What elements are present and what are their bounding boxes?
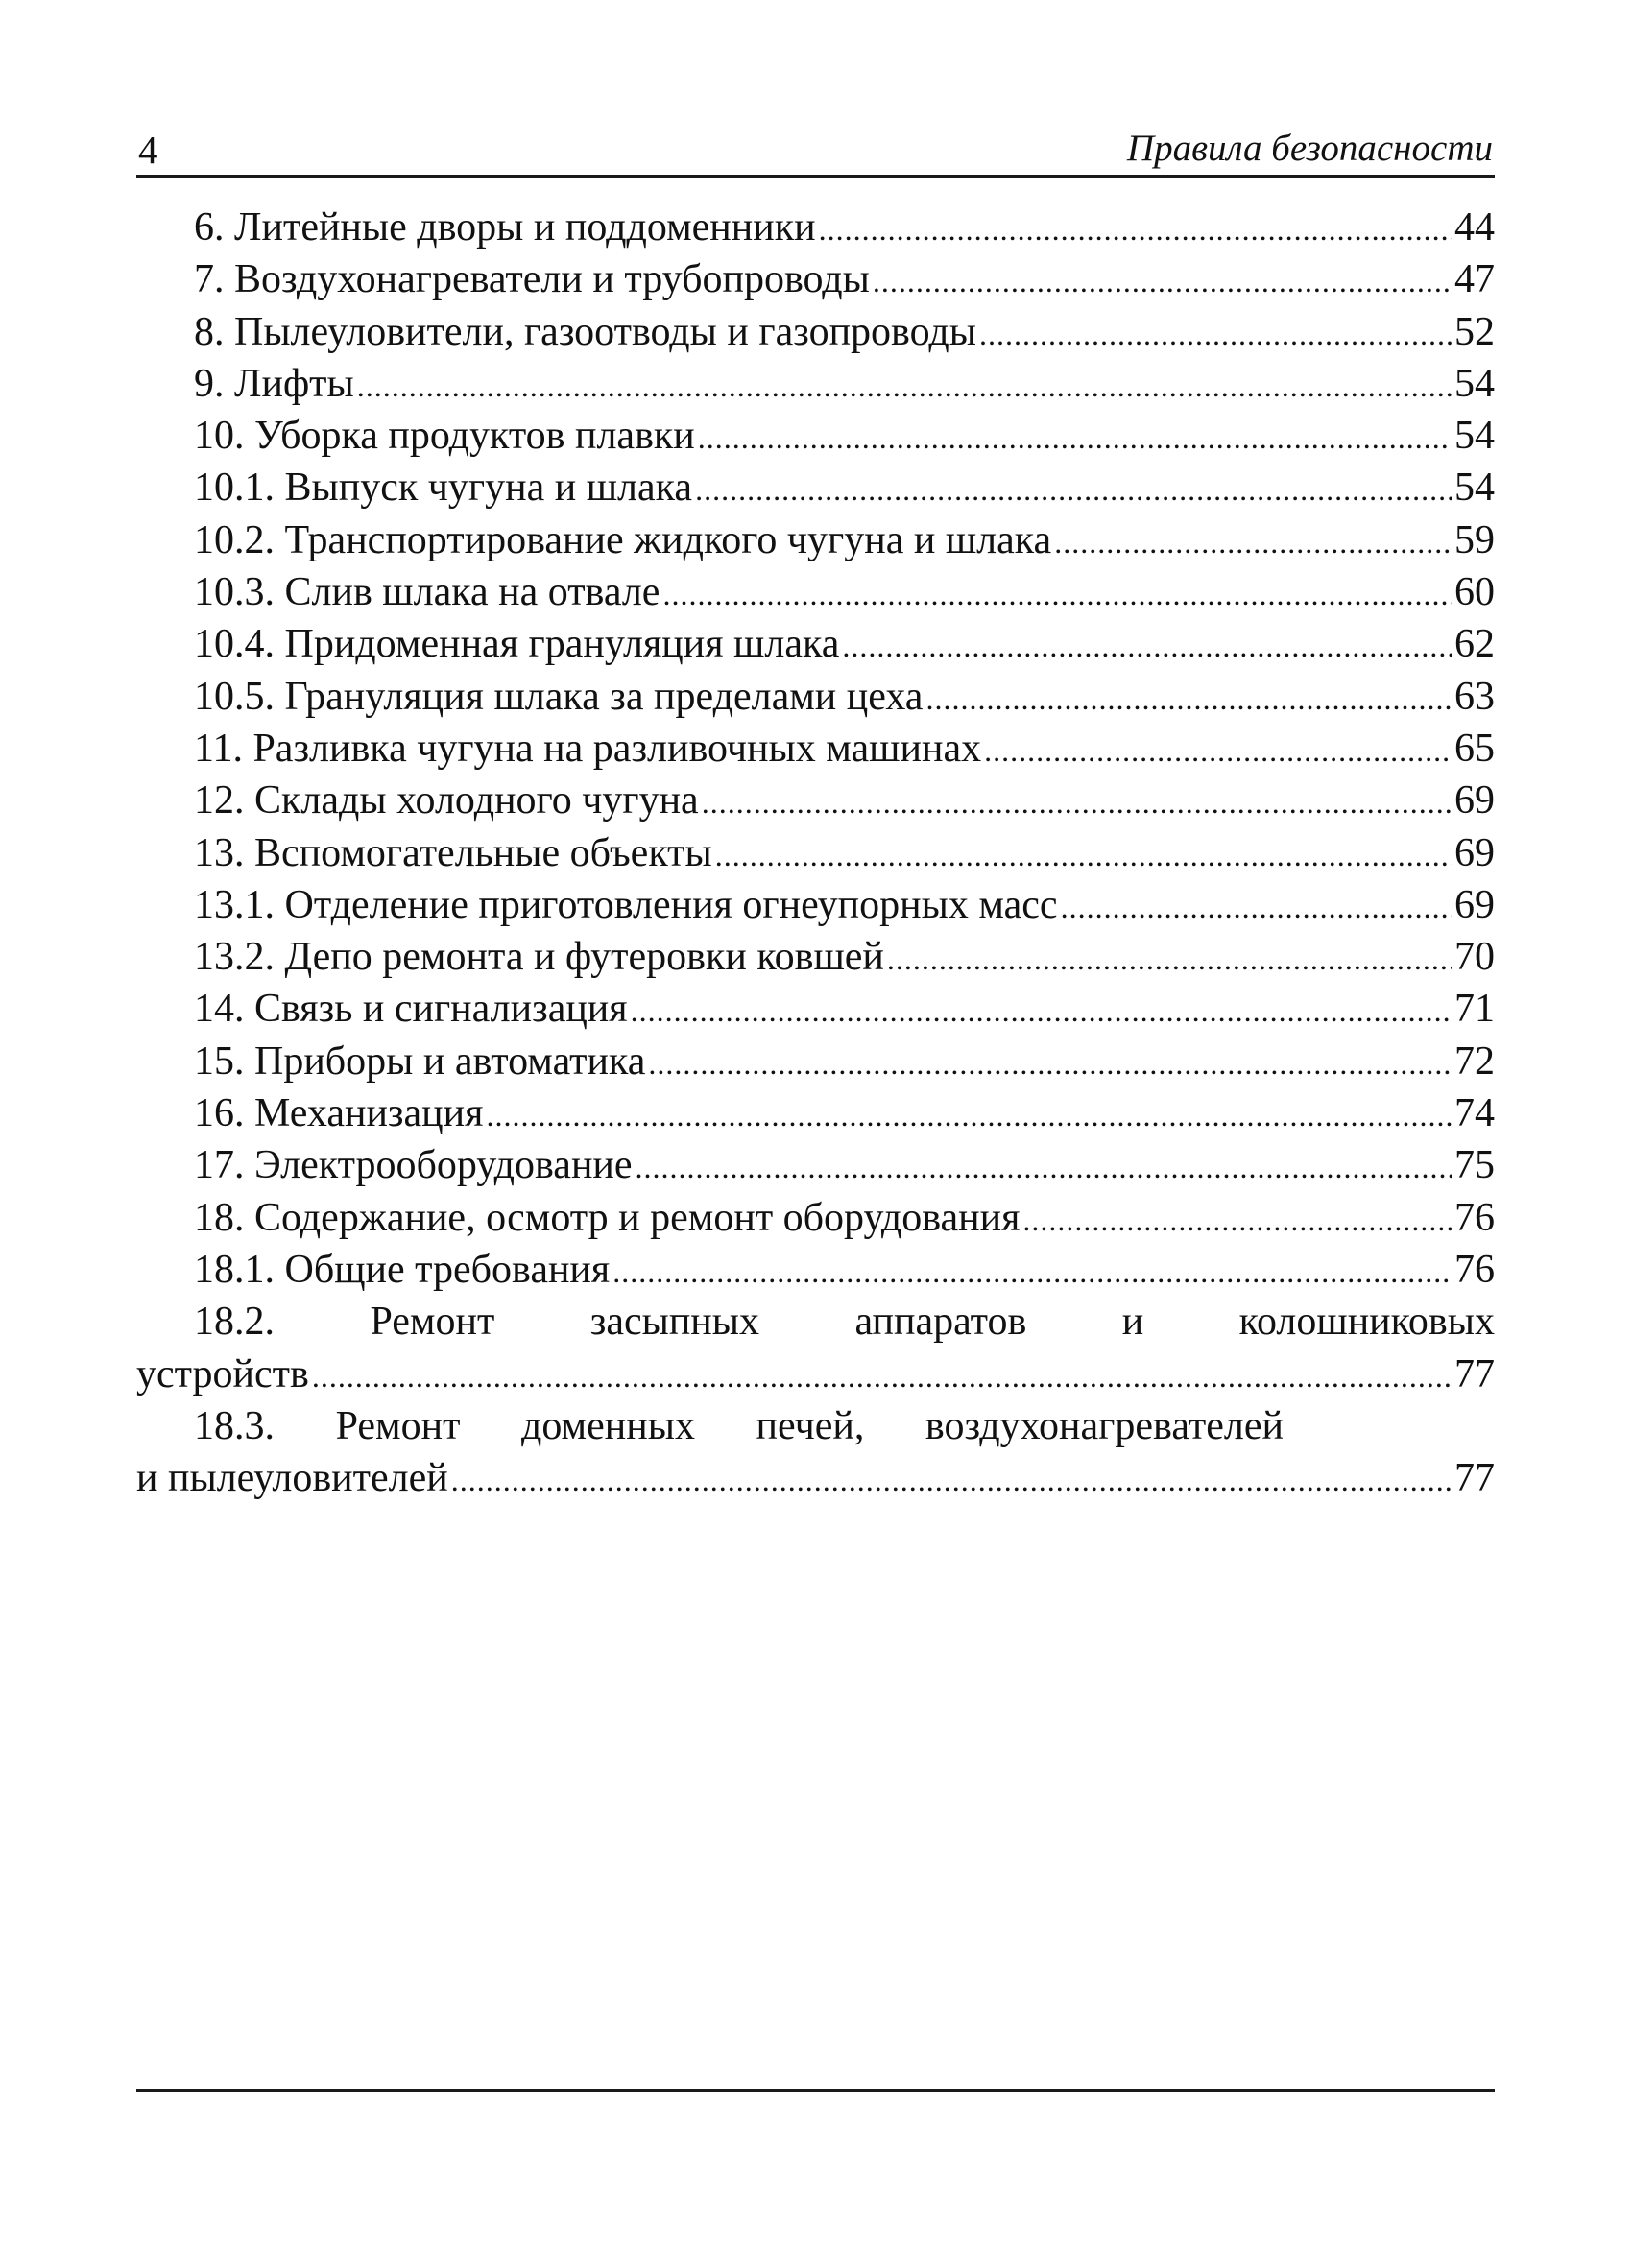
dot-leader: [698, 412, 1452, 464]
toc-entry-page: 76: [1454, 1195, 1495, 1240]
dot-leader: [695, 464, 1452, 515]
toc-entry: [136, 827, 1495, 879]
toc-entry-title: 7. Воздухонагреватели и трубопроводы: [194, 257, 870, 302]
toc-entry: [136, 723, 1495, 775]
toc-entry-title: 16. Механизация: [194, 1091, 484, 1136]
toc-entry-page: 72: [1454, 1039, 1495, 1084]
dot-leader: [715, 829, 1452, 881]
dot-leader: [887, 933, 1452, 985]
toc-entry-page: 47: [1454, 257, 1495, 302]
toc-entry-wrapped-first-line: [136, 1400, 1495, 1452]
dot-leader: [984, 725, 1452, 776]
toc-entry-title: 15. Приборы и автоматика: [194, 1039, 646, 1084]
toc-entry-page: 77: [1454, 1456, 1495, 1501]
toc-entry-title: 10. Уборка продуктов плавки: [194, 414, 695, 459]
dot-leader: [842, 620, 1452, 672]
toc-entry-title: 10.4. Придоменная грануляция шлака: [194, 622, 840, 667]
toc-entry: [136, 1087, 1495, 1139]
dot-leader: [486, 1089, 1452, 1141]
dot-leader: [612, 1246, 1452, 1298]
toc-entry-title: 9. Лифты: [194, 361, 354, 406]
toc-entry: [136, 514, 1495, 566]
toc-entry-page: 77: [1454, 1351, 1495, 1397]
toc-entry-title: 13.2. Депо ремонта и футеровки ковшей: [194, 935, 884, 980]
toc-entry-page: 54: [1454, 466, 1495, 511]
toc-entry: [136, 253, 1495, 305]
toc-entry-title: 18.1. Общие требования: [194, 1247, 611, 1292]
toc-entry: [136, 879, 1495, 931]
dot-leader: [312, 1350, 1452, 1402]
running-title: Правила безопасности: [1126, 128, 1493, 169]
toc-entry-page: 76: [1454, 1247, 1495, 1292]
dot-leader: [1022, 1194, 1452, 1246]
toc-entry-title: 10.5. Грануляция шлака за пределами цеха: [194, 674, 924, 719]
footer-rule: [136, 2089, 1495, 2092]
toc-entry-title: 17. Электрооборудование: [194, 1143, 633, 1188]
toc-entry-title: 6. Литейные дворы и поддоменники: [194, 205, 816, 250]
toc-entry-page: 54: [1454, 361, 1495, 406]
toc-entry-page: 62: [1454, 622, 1495, 667]
toc-entry-page: 69: [1454, 830, 1495, 875]
table-of-contents: [136, 202, 1495, 1504]
toc-entry: [136, 306, 1495, 358]
toc-entry-page: 52: [1454, 309, 1495, 354]
dot-leader: [648, 1038, 1452, 1089]
dot-leader: [979, 308, 1452, 360]
toc-entry-page: 74: [1454, 1091, 1495, 1136]
toc-entry: [136, 462, 1495, 513]
toc-word: колошниковых: [1238, 1300, 1495, 1345]
toc-entry-title: 10.3. Слив шлака на отвале: [194, 570, 660, 615]
toc-entry-title: 13.1. Отделение приготовления огнеупорных масс: [194, 882, 1058, 927]
toc-entry-page: 59: [1454, 517, 1495, 562]
dot-leader: [1061, 881, 1452, 933]
toc-word: 18.3.: [194, 1403, 275, 1448]
dot-leader: [451, 1454, 1452, 1506]
dot-leader: [702, 776, 1452, 828]
page-number: 4: [138, 128, 158, 172]
dot-leader: [636, 1141, 1452, 1193]
dot-leader: [1054, 516, 1452, 568]
toc-entry: [136, 202, 1495, 253]
dot-leader: [819, 203, 1452, 255]
toc-entry: [136, 931, 1495, 983]
toc-entry-title: 10.2. Транспортирование жидкого чугуна и шлака: [194, 517, 1052, 562]
toc-entry-page: 69: [1454, 778, 1495, 824]
toc-word: 18.2.: [194, 1300, 275, 1345]
toc-entry: [136, 775, 1495, 826]
toc-entry-title: 10.1. Выпуск чугуна и шлака: [194, 466, 693, 511]
dot-leader: [357, 360, 1452, 412]
toc-entry: [136, 671, 1495, 723]
toc-word: Ремонт: [370, 1300, 495, 1345]
toc-word: воздухонагревателей: [925, 1403, 1284, 1448]
dot-leader: [873, 255, 1452, 307]
toc-entry-page: 54: [1454, 414, 1495, 459]
toc-entry-continuation: [136, 1452, 1495, 1504]
toc-entry-title: 12. Склады холодного чугуна: [194, 778, 699, 824]
toc-entry-page: 75: [1454, 1143, 1495, 1188]
toc-entry: [136, 983, 1495, 1035]
dot-leader: [631, 985, 1452, 1037]
toc-entry-continuation: [136, 1349, 1495, 1400]
toc-word: Ремонт: [335, 1403, 461, 1448]
toc-entry-page: 60: [1454, 570, 1495, 615]
page-header: [136, 125, 1495, 178]
toc-entry-title: 8. Пылеуловители, газоотводы и газопроводы: [194, 309, 976, 354]
toc-word: печей,: [756, 1403, 865, 1448]
toc-entry: [136, 1036, 1495, 1087]
toc-entry-title: 14. Связь и сигнализация: [194, 987, 628, 1032]
toc-entry: [136, 358, 1495, 410]
dot-leader: [662, 568, 1452, 620]
toc-word: аппаратов: [854, 1300, 1027, 1345]
toc-entry-wrapped-first-line: [136, 1296, 1495, 1348]
toc-entry-title: и пылеуловителей: [136, 1456, 448, 1501]
toc-entry-title: 13. Вспомогательные объекты: [194, 830, 712, 875]
dot-leader: [925, 673, 1452, 725]
toc-entry: [136, 618, 1495, 670]
toc-entry-title: 11. Разливка чугуна на разливочных машинах: [194, 726, 982, 771]
toc-entry-page: 65: [1454, 726, 1495, 771]
toc-entry-page: 71: [1454, 987, 1495, 1032]
toc-word: засыпных: [589, 1300, 759, 1345]
toc-entry-page: 44: [1454, 205, 1495, 250]
toc-entry-page: 70: [1454, 935, 1495, 980]
toc-entry-page: 69: [1454, 882, 1495, 927]
toc-entry-title: 18. Содержание, осмотр и ремонт оборудования: [194, 1195, 1021, 1240]
toc-entry-page: 63: [1454, 674, 1495, 719]
toc-entry: [136, 410, 1495, 462]
toc-entry: [136, 1192, 1495, 1244]
toc-word: доменных: [520, 1403, 695, 1448]
toc-word: и: [1121, 1300, 1144, 1345]
toc-entry: [136, 566, 1495, 618]
toc-entry-title: устройств: [136, 1351, 309, 1397]
toc-entry: [136, 1139, 1495, 1191]
toc-entry: [136, 1244, 1495, 1296]
